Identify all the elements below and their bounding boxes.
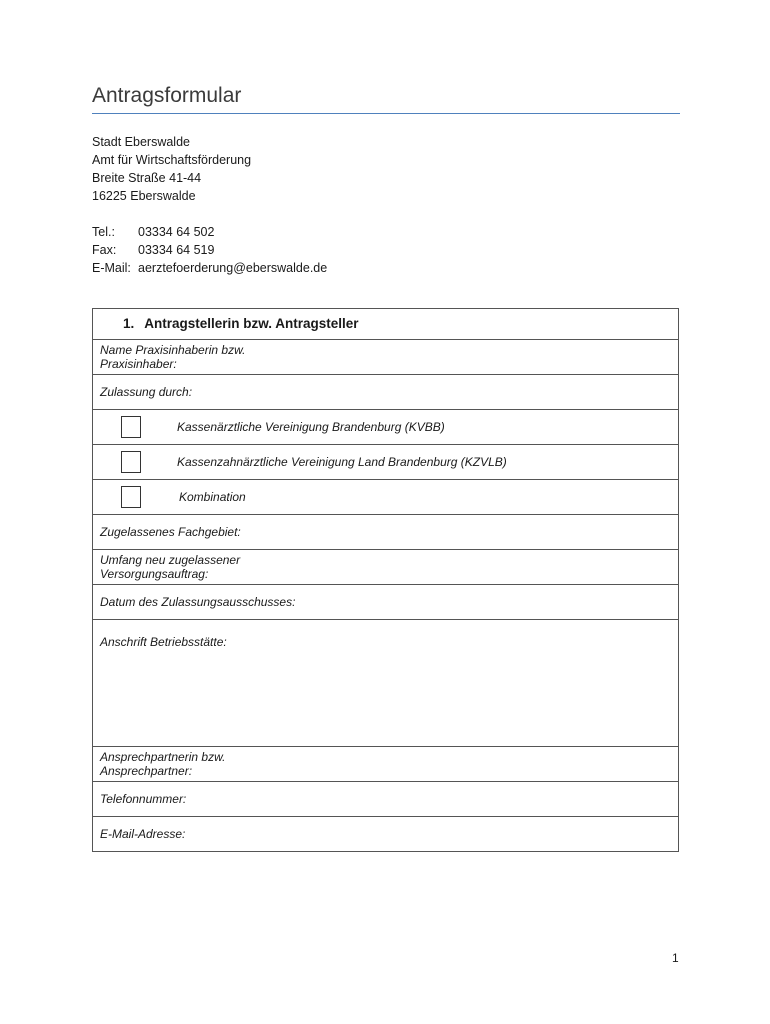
field-zulassung [93, 374, 678, 409]
email-label: E-Mail: [92, 261, 131, 275]
email-value[interactable]: aerztefoerderung@eberswalde.de [138, 261, 328, 275]
kombination-checkbox[interactable] [121, 486, 141, 508]
kzvlb-checkbox[interactable] [121, 451, 141, 473]
field-anschrift[interactable] [93, 619, 678, 746]
field-label: Ansprechpartnerin bzw. [100, 750, 226, 764]
contact-block [92, 223, 327, 277]
section-heading [93, 309, 678, 339]
contact-tel [92, 223, 327, 241]
address-block [92, 133, 251, 205]
field-fachgebiet[interactable] [93, 514, 678, 549]
option-label: Kassenzahnärztliche Vereinigung Land Brandenburg (KZVLB) [177, 455, 507, 469]
section-title: Antragstellerin bzw. Antragsteller [144, 316, 359, 331]
field-label: Name Praxisinhaberin bzw. [100, 343, 246, 357]
field-datum[interactable] [93, 584, 678, 619]
page-number: 1 [672, 951, 679, 965]
contact-fax [92, 241, 327, 259]
address-line: Stadt Eberswalde [92, 135, 190, 149]
field-label: Versorgungsauftrag: [100, 567, 209, 581]
field-name-praxisinhaber[interactable] [93, 339, 678, 374]
field-label: E-Mail-Adresse: [100, 827, 186, 841]
field-telefon[interactable] [93, 781, 678, 816]
address-line: 16225 Eberswalde [92, 189, 196, 203]
field-ansprechpartner[interactable] [93, 746, 678, 781]
field-label: Zugelassenes Fachgebiet: [100, 525, 241, 539]
field-label: Zulassung durch: [100, 385, 193, 399]
option-label: Kassenärztliche Vereinigung Brandenburg (KVBB) [177, 420, 445, 434]
option-kombination[interactable] [93, 479, 678, 514]
kvbb-checkbox[interactable] [121, 416, 141, 438]
option-label: Kombination [179, 490, 246, 504]
field-label: Anschrift Betriebsstätte: [100, 635, 227, 649]
address-line: Amt für Wirtschaftsförderung [92, 153, 252, 167]
field-label: Praxisinhaber: [100, 357, 177, 371]
option-kzvlb[interactable] [93, 444, 678, 479]
fax-label: Fax: [92, 243, 117, 257]
field-label: Ansprechpartner: [100, 764, 193, 778]
fax-value: 03334 64 519 [138, 243, 215, 257]
field-umfang[interactable] [93, 549, 678, 584]
page-title: Antragsformular [92, 84, 242, 107]
applicant-form-table [92, 308, 679, 852]
address-line: Breite Straße 41-44 [92, 171, 202, 185]
field-email[interactable] [93, 816, 678, 851]
tel-value: 03334 64 502 [138, 225, 215, 239]
field-label: Umfang neu zugelassener [100, 553, 241, 567]
title-divider [92, 113, 680, 114]
tel-label: Tel.: [92, 225, 115, 239]
field-label: Datum des Zulassungsausschusses: [100, 595, 296, 609]
section-number: 1. [123, 316, 135, 331]
contact-email [92, 259, 327, 277]
field-label: Telefonnummer: [100, 792, 187, 806]
option-kvbb[interactable] [93, 409, 678, 444]
